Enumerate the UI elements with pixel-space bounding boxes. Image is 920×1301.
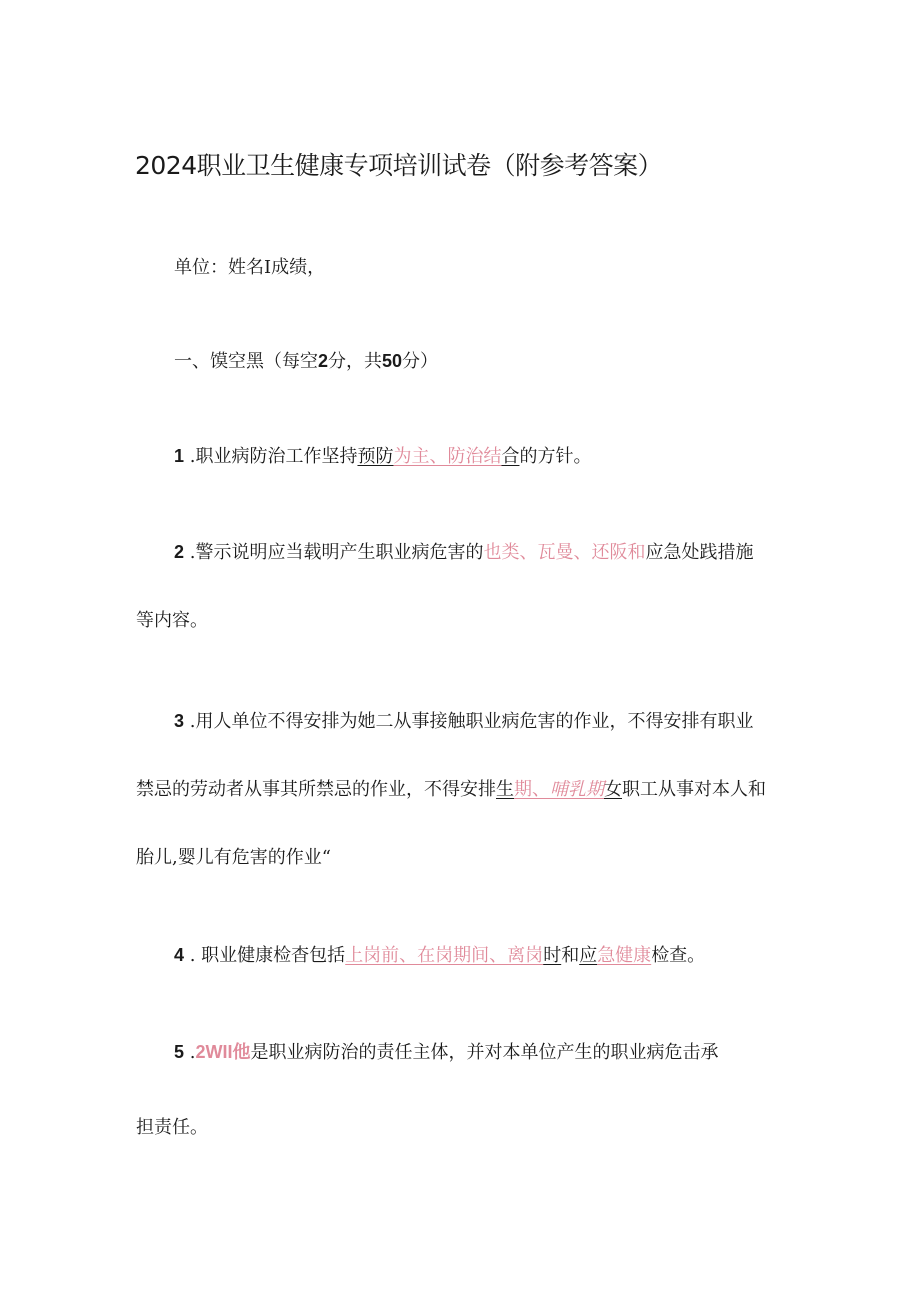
question-text: .警示说明应当载明产生职业病危害的 xyxy=(184,542,484,563)
section-text: 分，共 xyxy=(328,351,383,372)
question-text: .用人单位不得安排为她二从事接触职业病危害的作业，不得安排有职业 xyxy=(184,711,754,732)
question-text: 是职业病防治的责任主体，并对本单位产生的职业病危击承 xyxy=(250,1042,719,1063)
answer-text: 急健康 xyxy=(597,945,652,966)
question-number: 5 xyxy=(174,1042,185,1062)
answer-text: 期、 xyxy=(514,779,550,800)
question-4 xyxy=(174,941,705,967)
question-text: . 职业健康检杳包括 xyxy=(184,945,346,966)
page-title: 2024职业卫生健康专项培训试卷（附参考答案） xyxy=(135,151,663,180)
answer-blank: 女 xyxy=(604,779,622,800)
question-3-line-3: 胎儿,婴儿有危害的作业“ xyxy=(136,847,331,868)
question-number: 3 xyxy=(174,711,185,731)
section-points-per-blank: 2 xyxy=(318,351,329,371)
answer-text: 2WII他 xyxy=(195,1042,251,1062)
question-3 xyxy=(174,707,753,733)
answer-text: 为主、防治结 xyxy=(393,446,502,467)
question-text: . xyxy=(184,1042,196,1063)
question-number: 1 xyxy=(174,446,185,466)
question-text: 和 xyxy=(561,945,580,966)
question-3-line-2 xyxy=(136,775,766,801)
question-1 xyxy=(174,442,591,468)
answer-blank: 时 xyxy=(543,945,562,966)
question-text: 应急处践措施 xyxy=(645,542,754,563)
question-text: 职工从事对本人和 xyxy=(622,779,766,800)
info-line: 单位：姓名I成绩， xyxy=(174,257,326,278)
question-number: 4 xyxy=(174,945,185,965)
question-text: 的方针。 xyxy=(519,446,592,467)
question-text: 检查。 xyxy=(651,945,706,966)
section-total-points: 50 xyxy=(382,351,403,371)
question-text: .职业病防治工作坚持 xyxy=(184,446,358,467)
question-2 xyxy=(174,538,753,564)
question-2-line-2: 等内容。 xyxy=(136,610,208,631)
answer-text: 也类、瓦曼、还阪和 xyxy=(483,542,646,563)
answer-text: 上岗前、在岗期间、离岗 xyxy=(345,945,544,966)
answer-blank: 合 xyxy=(501,446,520,467)
question-5 xyxy=(174,1038,718,1064)
question-text: 禁忌的劳动者从事其所禁忌的作业，不得安排 xyxy=(136,779,496,800)
question-5-line-2: 担责任。 xyxy=(136,1117,208,1138)
question-number: 2 xyxy=(174,542,185,562)
answer-blank: 应 xyxy=(579,945,598,966)
section-text: 一、馍空黑（每空 xyxy=(174,351,318,372)
section-heading xyxy=(174,347,438,373)
answer-blank: 生 xyxy=(496,779,514,800)
answer-text: 哺乳期 xyxy=(550,779,604,800)
answer-blank: 预防 xyxy=(357,446,394,467)
section-text: 分） xyxy=(402,351,439,372)
